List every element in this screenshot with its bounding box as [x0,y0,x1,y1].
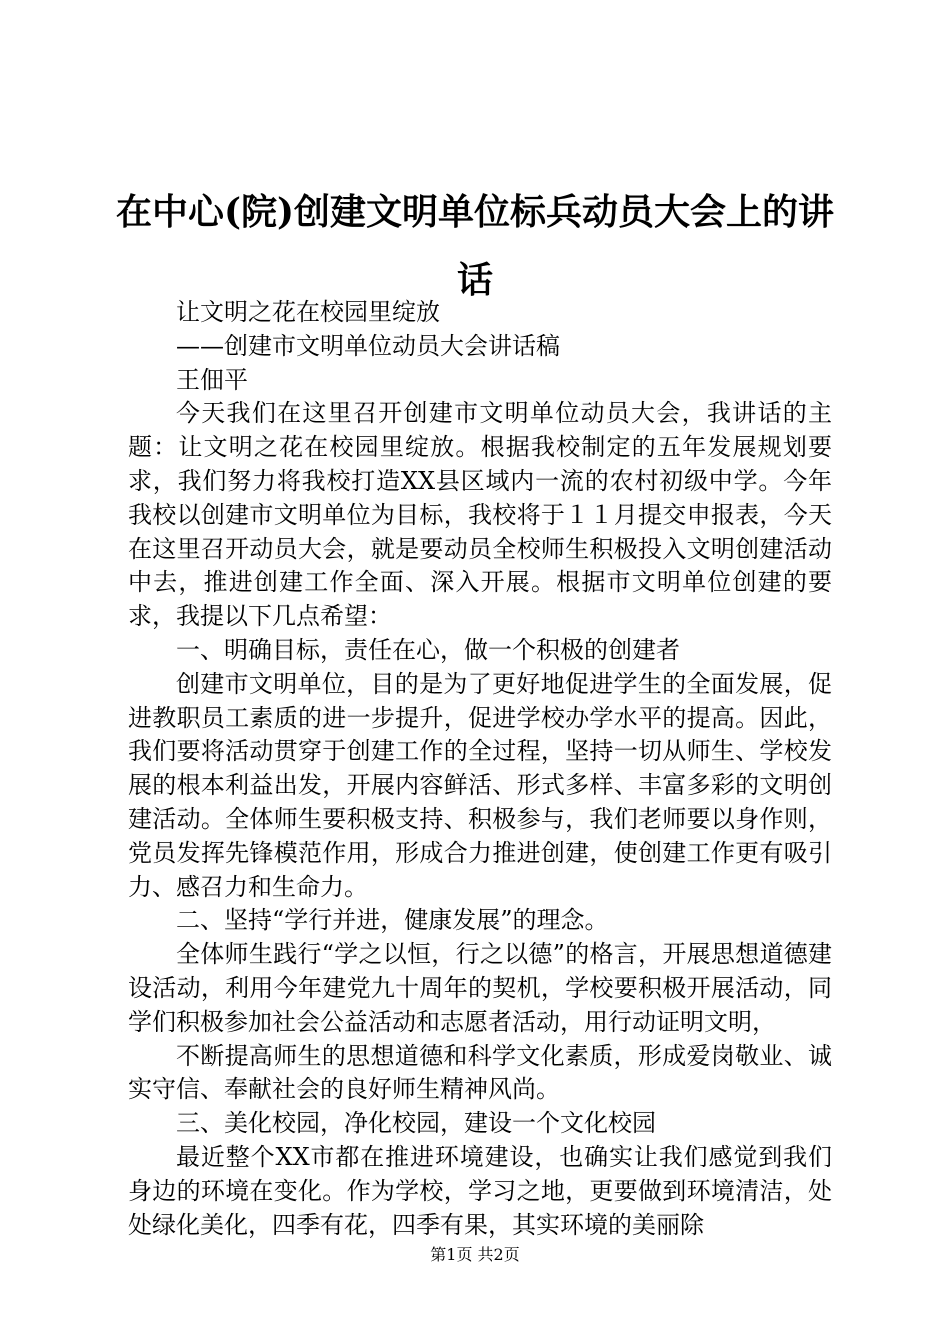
paragraph-intro: 今天我们在这里召开创建市文明单位动员大会，我讲话的主题：让文明之花在校园里绽放。根据我校制定的五年发展规划要求，我们努力将我校打造XX县区域内一流的农村初级中学。今年我校以创建市文明单位为目标，我校将于１１月提交申报表，今天在这里召开动员大会，就是要动员全校师生积极投入文明创建活动中去，推进创建工作全面、深入开展。根据市文明单位创建的要求，我提以下几点希望： [128,399,832,631]
paragraph-section-2a: 全体师生践行“学之以恒，行之以德”的格言，开展思想道德建设活动，利用今年建党九十周年的契机，学校要积极开展活动，同学们积极参加社会公益活动和志愿者活动，用行动证明文明， [128,940,832,1036]
page-footer: 第1页 共2页 [430,1245,520,1264]
paragraph-section-1: 创建市文明单位，目的是为了更好地促进学生的全面发展，促进教职员工素质的进一步提升，促进学校办学水平的提高。因此，我们要将活动贯穿于创建工作的全过程，坚持一切从师生、学校发展的根本利益出发，开展内容鲜活、形式多样、丰富多彩的文明创建活动。全体师生要积极支持、积极参与，我们老师要以身作则，党员发挥先锋模范作用，形成合力推进创建，使创建工作更有吸引力、感召力和生命力。 [128,669,832,901]
paragraph-author: 王佃平 [176,365,248,394]
section-heading-2: 二、坚持“学行并进，健康发展”的理念。 [176,906,609,935]
paragraph-section-2b: 不断提高师生的思想道德和科学文化素质，形成爱岗敬业、诚实守信、奉献社会的良好师生精神风尚。 [128,1041,832,1104]
document-title: 在中心(院)创建文明单位标兵动员大会上的讲话 [115,191,835,301]
section-heading-1: 一、明确目标，责任在心，做一个积极的创建者 [176,635,680,664]
paragraph-subheading: ——创建市文明单位动员大会讲话稿 [176,331,560,360]
section-heading-3: 三、美化校园，净化校园，建设一个文化校园 [176,1109,656,1138]
document-body [128,296,832,1242]
paragraph-subtitle: 让文明之花在校园里绽放 [176,298,440,326]
paragraph-section-3: 最近整个XX市都在推进环境建设，也确实让我们感觉到我们身边的环境在变化。作为学校，学习之地，更要做到环境清洁，处处绿化美化，四季有花，四季有果，其实环境的美丽除 [128,1142,832,1239]
